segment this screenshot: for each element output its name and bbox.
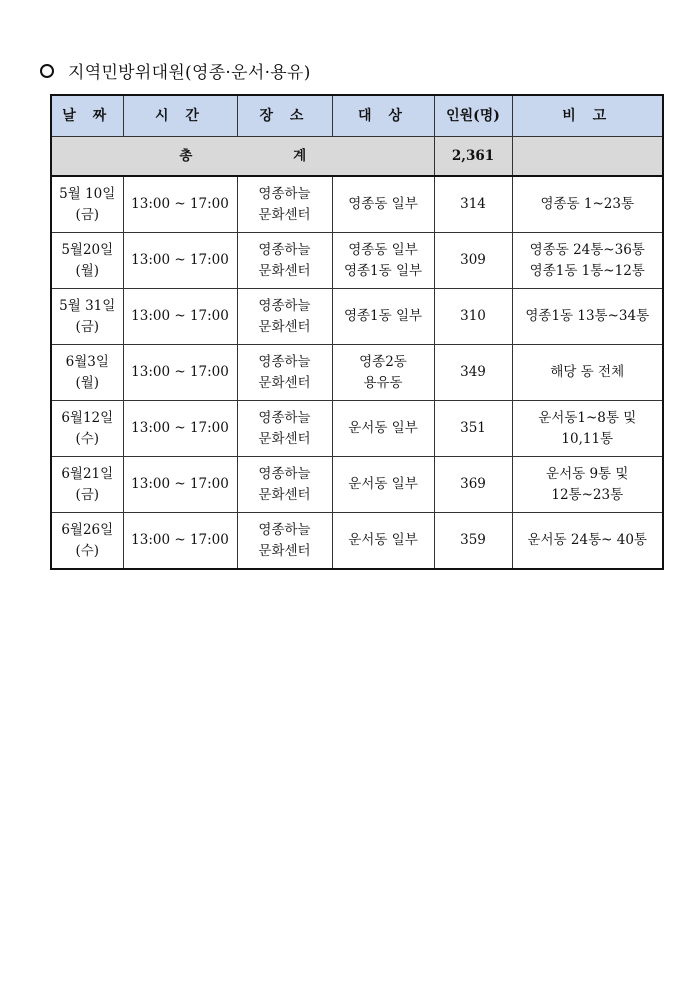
time-cell	[123, 401, 237, 457]
note-cell-line: 해당 동 전체	[550, 364, 625, 380]
time-cell	[123, 176, 237, 233]
date-cell-line: 6월26일	[61, 521, 114, 538]
place-cell-line: 문화센터	[258, 486, 311, 503]
time-cell	[123, 457, 237, 513]
date-cell	[51, 233, 123, 289]
circle-bullet-icon	[40, 64, 54, 78]
place-cell-line: 영종하늘	[258, 409, 311, 426]
time-cell	[123, 513, 237, 570]
header-count: 인원(명)	[434, 95, 512, 137]
note-cell-line: 운서동 24통~ 40통	[527, 532, 647, 548]
table-row	[51, 345, 663, 401]
header-place: 장 소	[237, 95, 332, 137]
time-cell-line: 13:00 ~ 17:00	[131, 196, 229, 212]
count-cell-line: 309	[460, 252, 486, 268]
date-cell-line: 6월3일	[65, 353, 109, 370]
date-cell-line: (수)	[75, 430, 100, 447]
date-cell	[51, 289, 123, 345]
note-cell-line: 운서동 9통 및	[546, 465, 629, 482]
place-cell	[237, 289, 332, 345]
place-cell	[237, 457, 332, 513]
note-cell-line: 영종1동 1통~12통	[529, 262, 645, 279]
date-cell-line: 5월 31일	[59, 297, 116, 314]
date-cell-line: (금)	[75, 486, 100, 503]
date-cell-line: (금)	[75, 318, 100, 335]
place-cell-line: 문화센터	[258, 206, 311, 223]
place-cell-line: 문화센터	[258, 318, 311, 335]
section-heading-text: 지역민방위대원(영종·운서·용유)	[68, 63, 311, 83]
place-cell	[237, 345, 332, 401]
count-cell-line: 310	[460, 308, 486, 324]
target-cell	[332, 289, 434, 345]
time-cell-line: 13:00 ~ 17:00	[131, 252, 229, 268]
count-cell-line: 314	[460, 196, 486, 212]
target-cell-line: 영종2동	[359, 353, 407, 370]
note-cell-line: 영종동 24통~36통	[529, 241, 645, 258]
date-cell	[51, 401, 123, 457]
note-cell	[512, 233, 663, 289]
time-cell	[123, 345, 237, 401]
target-cell-line: 영종동 일부	[348, 196, 418, 212]
note-cell	[512, 513, 663, 570]
place-cell-line: 영종하늘	[258, 297, 311, 314]
note-cell-line: 12통~23통	[551, 486, 624, 503]
place-cell-line: 문화센터	[258, 262, 311, 279]
place-cell-line: 영종하늘	[258, 465, 311, 482]
date-cell-line: (월)	[75, 374, 100, 391]
note-cell	[512, 401, 663, 457]
count-cell	[434, 457, 512, 513]
target-cell-line: 영종1동 일부	[343, 308, 423, 324]
date-cell	[51, 513, 123, 570]
time-cell-line: 13:00 ~ 17:00	[131, 364, 229, 380]
target-cell	[332, 176, 434, 233]
section-heading	[40, 58, 311, 83]
total-label: 총 계	[51, 137, 434, 177]
note-cell	[512, 457, 663, 513]
target-cell	[332, 345, 434, 401]
table-row	[51, 289, 663, 345]
schedule-table	[50, 94, 664, 570]
note-cell-line: 10,11통	[561, 430, 614, 447]
count-cell	[434, 176, 512, 233]
target-cell-line: 영종1동 일부	[343, 262, 423, 279]
place-cell	[237, 401, 332, 457]
target-cell-line: 운서동 일부	[348, 532, 418, 548]
table-row	[51, 457, 663, 513]
total-count: 2,361	[434, 137, 512, 177]
header-time: 시 간	[123, 95, 237, 137]
date-cell	[51, 176, 123, 233]
count-cell	[434, 289, 512, 345]
place-cell-line: 문화센터	[258, 430, 311, 447]
place-cell-line: 영종하늘	[258, 185, 311, 202]
place-cell-line: 영종하늘	[258, 241, 311, 258]
place-cell	[237, 233, 332, 289]
note-cell	[512, 345, 663, 401]
target-cell	[332, 513, 434, 570]
target-cell	[332, 233, 434, 289]
date-cell-line: 5월 10일	[59, 185, 116, 202]
time-cell-line: 13:00 ~ 17:00	[131, 476, 229, 492]
date-cell-line: (금)	[75, 206, 100, 223]
date-cell-line: 6월21일	[61, 465, 114, 482]
table-row	[51, 233, 663, 289]
target-cell-line: 영종동 일부	[348, 241, 418, 258]
count-cell	[434, 233, 512, 289]
table-row	[51, 513, 663, 570]
target-cell	[332, 457, 434, 513]
place-cell-line: 영종하늘	[258, 521, 311, 538]
count-cell-line: 359	[460, 532, 486, 548]
place-cell-line: 문화센터	[258, 374, 311, 391]
table-row	[51, 176, 663, 233]
time-cell	[123, 233, 237, 289]
note-cell	[512, 289, 663, 345]
target-cell-line: 운서동 일부	[348, 420, 418, 436]
count-cell-line: 369	[460, 476, 486, 492]
time-cell-line: 13:00 ~ 17:00	[131, 420, 229, 436]
count-cell-line: 349	[460, 364, 486, 380]
place-cell	[237, 176, 332, 233]
time-cell-line: 13:00 ~ 17:00	[131, 308, 229, 324]
header-note: 비 고	[512, 95, 663, 137]
date-cell-line: 6월12일	[61, 409, 114, 426]
note-cell-line: 영종동 1~23통	[540, 196, 635, 212]
header-target: 대 상	[332, 95, 434, 137]
header-row	[51, 95, 663, 137]
date-cell-line: 5월20일	[61, 241, 114, 258]
place-cell-line: 영종하늘	[258, 353, 311, 370]
note-cell-line: 영종1동 13통~34통	[525, 308, 650, 324]
time-cell	[123, 289, 237, 345]
count-cell	[434, 401, 512, 457]
header-date: 날 짜	[51, 95, 123, 137]
date-cell	[51, 345, 123, 401]
table-row	[51, 401, 663, 457]
count-cell	[434, 345, 512, 401]
count-cell-line: 351	[460, 420, 486, 436]
note-cell-line: 운서동1~8통 및	[538, 409, 637, 426]
target-cell-line: 용유동	[363, 374, 403, 391]
target-cell-line: 운서동 일부	[348, 476, 418, 492]
place-cell	[237, 513, 332, 570]
date-cell-line: (월)	[75, 262, 100, 279]
count-cell	[434, 513, 512, 570]
date-cell	[51, 457, 123, 513]
target-cell	[332, 401, 434, 457]
total-note	[512, 137, 663, 177]
note-cell	[512, 176, 663, 233]
date-cell-line: (수)	[75, 542, 100, 559]
total-row	[51, 137, 663, 177]
time-cell-line: 13:00 ~ 17:00	[131, 532, 229, 548]
place-cell-line: 문화센터	[258, 542, 311, 559]
